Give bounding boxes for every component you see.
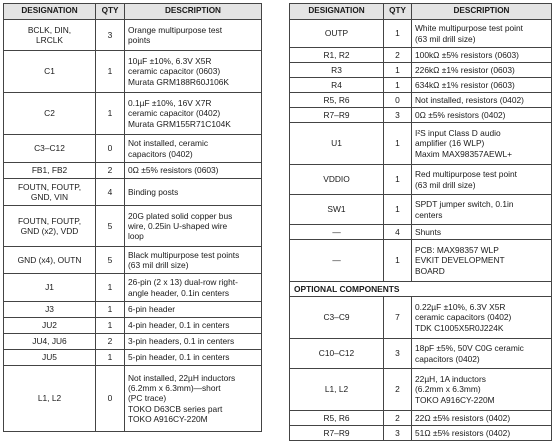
designation-cell: — — [290, 225, 384, 240]
description-cell: 20G plated solid copper bus wire, 0.25in U-shaped wire loop — [128, 210, 233, 242]
qty-cell: 3 — [384, 339, 412, 369]
description-cell: Not installed, ceramic capacitors (0402) — [128, 138, 209, 159]
designation-cell: R3 — [290, 63, 384, 78]
table-row — [4, 206, 262, 247]
designation-header: DESIGNATION — [4, 4, 96, 20]
qty-cell: 0 — [96, 135, 125, 163]
qty-cell: 2 — [384, 48, 412, 63]
designation-cell: SW1 — [290, 195, 384, 225]
table-row — [4, 334, 262, 350]
description-cell: 0Ω ±5% resistors (0603) — [128, 165, 219, 176]
description-header: DESCRIPTION — [125, 4, 262, 20]
qty-cell: 5 — [96, 206, 125, 247]
designation-cell: — — [290, 240, 384, 282]
designation-cell: J1 — [4, 274, 96, 302]
table-row — [290, 426, 552, 441]
designation-cell: C3–C9 — [290, 297, 384, 339]
description-cell: 51Ω ±5% resistors (0402) — [415, 427, 511, 438]
description-cell: 100kΩ ±5% resistors (0603) — [415, 49, 519, 60]
table-row — [290, 93, 552, 108]
description-cell: 634kΩ ±1% resistor (0603) — [415, 79, 515, 90]
bom-table-left — [3, 3, 262, 432]
description-cell: 4-pin header, 0.1 in centers — [128, 320, 230, 331]
designation-cell: J3 — [4, 302, 96, 318]
table-row — [290, 108, 552, 123]
designation-cell: VDDIO — [290, 165, 384, 195]
header-row — [4, 4, 262, 20]
description-cell: Shunts — [415, 226, 442, 237]
table-row — [290, 48, 552, 63]
designation-cell: FB1, FB2 — [4, 163, 96, 179]
table-row — [4, 93, 262, 135]
description-cell: 10µF ±10%, 6.3V X5R ceramic capacitor (0603) Murata GRM188R60J106K — [128, 56, 230, 87]
table-row — [4, 247, 262, 274]
table-row — [4, 179, 262, 206]
table-row — [4, 318, 262, 334]
qty-cell: 2 — [96, 334, 125, 350]
designation-cell: C3–C12 — [4, 135, 96, 163]
description-cell: Binding posts — [128, 186, 179, 197]
description-cell: Orange multipurpose test points — [128, 24, 223, 45]
qty-cell: 1 — [96, 51, 125, 93]
designation-cell: C10–C12 — [290, 339, 384, 369]
table-row — [290, 369, 552, 411]
designation-cell: L1, L2 — [4, 366, 96, 432]
qty-cell: 1 — [96, 350, 125, 366]
designation-cell: FOUTN, FOUTP, GND, VIN — [17, 181, 82, 202]
table-row — [4, 302, 262, 318]
description-cell: Black multipurpose test points (63 mil drill size) — [128, 249, 240, 270]
qty-header: QTY — [384, 4, 412, 20]
description-cell: 0.22µF ±10%, 6.3V X5R ceramic capacitors (0402) TDK C1005X5R0J224K — [415, 302, 512, 333]
description-cell: 22Ω ±5% resistors (0402) — [415, 412, 511, 423]
table-row — [290, 195, 552, 225]
qty-header: QTY — [96, 4, 125, 20]
designation-cell: R5, R6 — [290, 93, 384, 108]
designation-cell: JU4, JU6 — [4, 334, 96, 350]
designation-cell: U1 — [290, 123, 384, 165]
description-cell: Not installed, resistors (0402) — [415, 94, 524, 105]
description-cell: 22µH, 1A inductors (6.2mm x 6.3mm) TOKO A916CY-220M — [415, 374, 495, 405]
description-cell: 226kΩ ±1% resistor (0603) — [415, 64, 515, 75]
designation-header: DESIGNATION — [290, 4, 384, 20]
designation-cell: R5, R6 — [290, 411, 384, 426]
table-row — [290, 165, 552, 195]
designation-cell: R7–R9 — [290, 108, 384, 123]
table-row — [290, 78, 552, 93]
qty-cell: 1 — [384, 63, 412, 78]
designation-cell: R4 — [290, 78, 384, 93]
table-row — [4, 366, 262, 432]
description-cell: PCB: MAX98357 WLP EVKIT DEVELOPMENT BOARD — [415, 245, 505, 276]
qty-cell: 1 — [384, 195, 412, 225]
qty-cell: 2 — [384, 369, 412, 411]
table-row — [4, 350, 262, 366]
qty-cell: 1 — [384, 20, 412, 48]
qty-cell: 1 — [384, 123, 412, 165]
qty-cell: 4 — [96, 179, 125, 206]
optional-components-heading: OPTIONAL COMPONENTS — [290, 282, 552, 297]
qty-cell: 3 — [384, 426, 412, 441]
table-row — [290, 20, 552, 48]
qty-cell: 1 — [96, 93, 125, 135]
qty-cell: 2 — [96, 163, 125, 179]
table-row — [4, 274, 262, 302]
description-cell: 26-pin (2 x 13) dual-row right- angle header, 0.1in centers — [128, 277, 238, 298]
table-row — [4, 51, 262, 93]
description-cell: 6-pin header — [128, 304, 176, 315]
designation-cell: BCLK, DIN, LRCLK — [27, 24, 72, 45]
designation-cell: L1, L2 — [290, 369, 384, 411]
table-row — [290, 123, 552, 165]
description-cell: 3-pin headers, 0.1 in centers — [128, 336, 235, 347]
designation-cell: FOUTN, FOUTP, GND (x2), VDD — [17, 215, 82, 236]
table-row — [4, 163, 262, 179]
section-row — [290, 282, 552, 297]
qty-cell: 1 — [384, 240, 412, 282]
table-row — [4, 20, 262, 51]
qty-cell: 4 — [384, 225, 412, 240]
designation-cell: R1, R2 — [290, 48, 384, 63]
description-cell: 0.1µF ±10%, 16V X7R ceramic capacitor (0402) Murata GRM155R71C104K — [128, 98, 231, 129]
designation-cell: GND (x4), OUTN — [4, 247, 96, 274]
designation-cell: R7–R9 — [290, 426, 384, 441]
qty-cell: 1 — [384, 165, 412, 195]
bom-table-right — [289, 3, 552, 441]
description-cell: 0Ω ±5% resistors (0402) — [415, 109, 506, 120]
table-row — [4, 135, 262, 163]
description-cell: 18pF ±5%, 50V C0G ceramic capacitors (0402) — [415, 343, 524, 364]
designation-cell: C1 — [4, 51, 96, 93]
description-cell: Not installed, 22µH inductors (6.2mm x 6.3mm)—short (PC trace) TOKO D63CB series part TOKO A916CY-220M — [128, 372, 236, 424]
table-row — [290, 339, 552, 369]
qty-cell: 1 — [384, 78, 412, 93]
designation-cell: OUTP — [290, 20, 384, 48]
description-cell: White multipurpose test point (63 mil drill size) — [415, 23, 523, 44]
qty-cell: 1 — [96, 302, 125, 318]
qty-cell: 3 — [96, 20, 125, 51]
designation-cell: C2 — [4, 93, 96, 135]
qty-cell: 0 — [96, 366, 125, 432]
qty-cell: 5 — [96, 247, 125, 274]
description-cell: SPDT jumper switch, 0.1in centers — [415, 199, 514, 220]
qty-cell: 7 — [384, 297, 412, 339]
header-row — [290, 4, 552, 20]
qty-cell: 0 — [384, 93, 412, 108]
description-cell: I²S input Class D audio amplifier (16 WLP) Maxim MAX98357AEWL+ — [415, 128, 513, 159]
designation-cell: JU5 — [4, 350, 96, 366]
table-row — [290, 240, 552, 282]
table-row — [290, 225, 552, 240]
table-row — [290, 297, 552, 339]
qty-cell: 2 — [384, 411, 412, 426]
description-cell: Red multipurpose test point (63 mil drill size) — [415, 169, 517, 190]
table-row — [290, 411, 552, 426]
designation-cell: JU2 — [4, 318, 96, 334]
qty-cell: 1 — [96, 318, 125, 334]
qty-cell: 3 — [384, 108, 412, 123]
description-cell: 5-pin header, 0.1 in centers — [128, 352, 230, 363]
description-header: DESCRIPTION — [412, 4, 552, 20]
qty-cell: 1 — [96, 274, 125, 302]
table-row — [290, 63, 552, 78]
